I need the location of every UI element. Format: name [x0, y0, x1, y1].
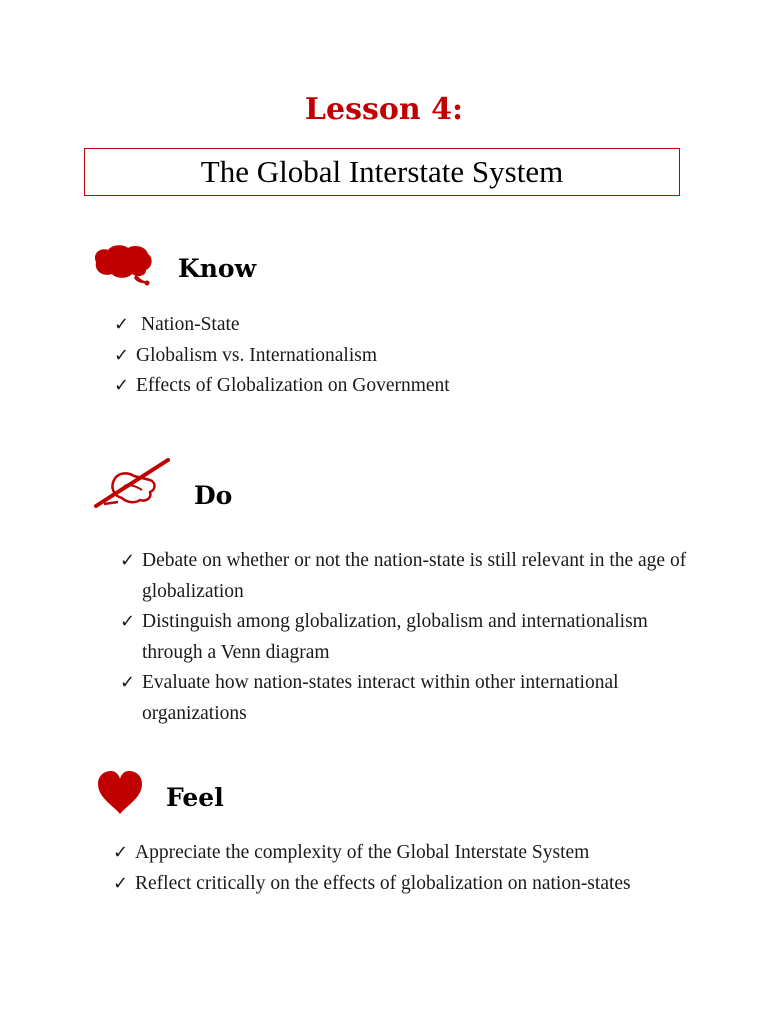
lesson-title: The Global Interstate System	[84, 148, 680, 196]
feel-heading: Feel	[166, 783, 224, 812]
checkmark-icon: ✓	[120, 672, 136, 693]
checkmark-icon: ✓	[120, 611, 136, 632]
thought-bubble-icon	[90, 244, 154, 286]
know-heading: Know	[178, 254, 257, 283]
pencil-writing-hand-icon	[92, 456, 172, 510]
list-item: ✓ Effects of Globalization on Government	[114, 371, 714, 402]
list-item: ✓ Globalism vs. Internationalism	[114, 341, 714, 372]
checkmark-icon: ✓	[120, 550, 136, 571]
checkmark-icon: ✓	[113, 872, 129, 894]
checkmark-icon: ✓	[114, 344, 130, 366]
list-item: ✓ Debate on whether or not the nation-state is still relevant in the age of globalization	[120, 546, 690, 607]
checkmark-icon: ✓	[113, 842, 129, 863]
feel-list	[113, 838, 653, 899]
lesson-number: Lesson 4:	[304, 92, 464, 127]
do-heading: Do	[194, 481, 233, 510]
do-list	[120, 546, 690, 729]
know-list	[114, 310, 714, 402]
list-item: ✓ Reflect critically on the effects of globalization on nation-states	[113, 869, 653, 900]
list-item: ✓ Distinguish among globalization, globalism and internationalism through a Venn diagram	[120, 607, 690, 668]
list-item: ✓ Nation-State	[114, 310, 714, 341]
heart-icon	[96, 770, 144, 816]
list-item: ✓ Appreciate the complexity of the Global Interstate System	[113, 838, 653, 869]
checkmark-icon: ✓	[114, 314, 130, 335]
list-item: ✓ Evaluate how nation-states interact within other international organizations	[120, 668, 690, 729]
checkmark-icon: ✓	[114, 375, 130, 396]
